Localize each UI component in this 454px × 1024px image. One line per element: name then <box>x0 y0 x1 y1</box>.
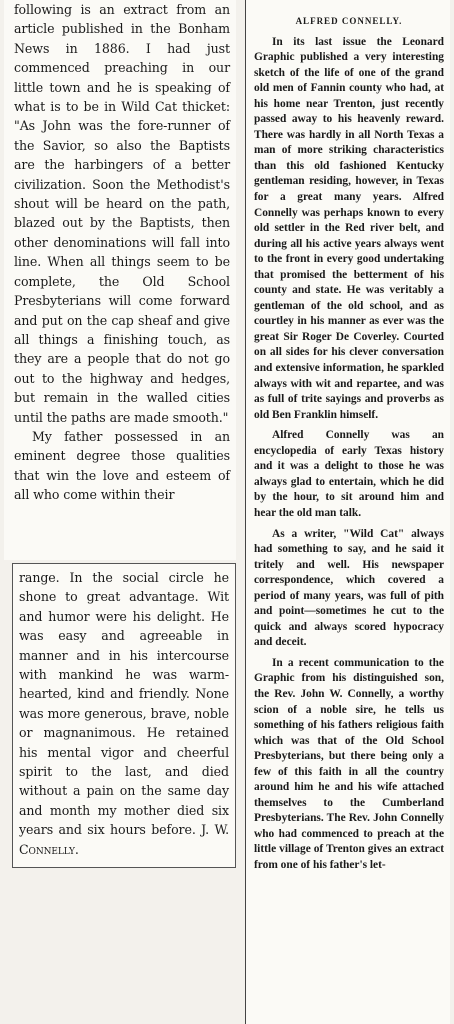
obituary-paragraph-2: Alfred Connelly was an encyclopedia of early Texas history and it was a delight to those he was always glad to entertain, which he did by the hour, to sit around him and hear the old man talk. <box>254 429 444 519</box>
article-headline: ALFRED CONNELLY. <box>295 16 403 26</box>
left-column-bottom-clipping <box>12 563 236 868</box>
left-bottom-text <box>13 564 235 859</box>
article-paragraph-1: following is an extract from an article published in the Bonham News in 1886. I had just commenced preaching in our little town and he is speaking of what is to be in Wild Cat thicket: "As John was the fore-runner of the Savior, so also the Baptists are the harbingers of a better civilization. Soon the Methodist's shout will be heard on the path, blazed out by the Baptists, then other denominations will fall into line. When all things seem to be complete, the Old School Presbyterians will come forward and put on the cap sheaf and give all things a finishing touch, as they are a people that do not go out to the highway and hedges, but remain in the walled cities until the paths are made smooth." <box>14 2 230 425</box>
article-paragraph-2: My father possessed in an eminent degree those qualities that win the love and esteem of all who come within their <box>14 428 230 503</box>
left-top-text <box>4 0 236 505</box>
article-paragraph-3 <box>19 568 229 859</box>
paragraph-3-body: range. In the social circle he shone to great advantage. Wit and humor were his delight. He was easy and agreeable in manner and in his intercourse with mankind he was warm-hearted, kind and friendly. None was more generous, brave, noble or magnanimous. He retained his mental vigor and cheerful spirit to the last, and died without a pain on the same day and month my mother died six years and six hours before. <box>19 570 229 838</box>
right-column-text <box>246 0 450 874</box>
obituary-paragraph-3: As a writer, "Wild Cat" always had something to say, and he said it tritely and well. His newspaper correspondence, which covered a period of many years, was full of pith and point—sometimes he cut to the quick and always scored hypocracy and deceit. <box>254 527 444 649</box>
signature: J. W. Connelly. <box>19 822 229 857</box>
obituary-paragraph-1: In its last issue the Leonard Graphic published a very interesting sketch of the life of one of the grand old men of Fannin county who had, at his home near Trenton, just recently passed away to his heavenly reward. There was hardly in all North Texas a man of more striking characteristics than this old fashioned Kentucky gentleman residing, however, in Texas for a great many years. Alfred Connelly was perhaps known to every old settler in the Red river belt, and during all his active years always went to the front in every good undertaking that promised the betterment of his county and state. He was veritably a gentleman of the old school, and as courtley in his manner as ever was the great Sir Roger De Coverley. Courted on all sides for his clever conversation and extensive information, he sparkled always with wit and repartee, and was as full of trite sayings and proverbs as old Ben Franklin himself. <box>254 35 444 421</box>
left-column-top-clipping <box>4 0 236 560</box>
right-column-clipping <box>245 0 450 1024</box>
obituary-paragraph-4: In a recent communication to the Graphic from his distinguished son, the Rev. John W. Connelly, a worthy scion of a noble sire, he tells us something of his fathers religious faith which was that of the Old School Presbyterians, but there being only a few of this faith in all the country around him he and his wife attached themselves to the Cumberland Presbyterians. The Rev. John Connelly who had commenced to preach at the little village of Trenton gives an extract from one of his father's let- <box>254 656 444 871</box>
